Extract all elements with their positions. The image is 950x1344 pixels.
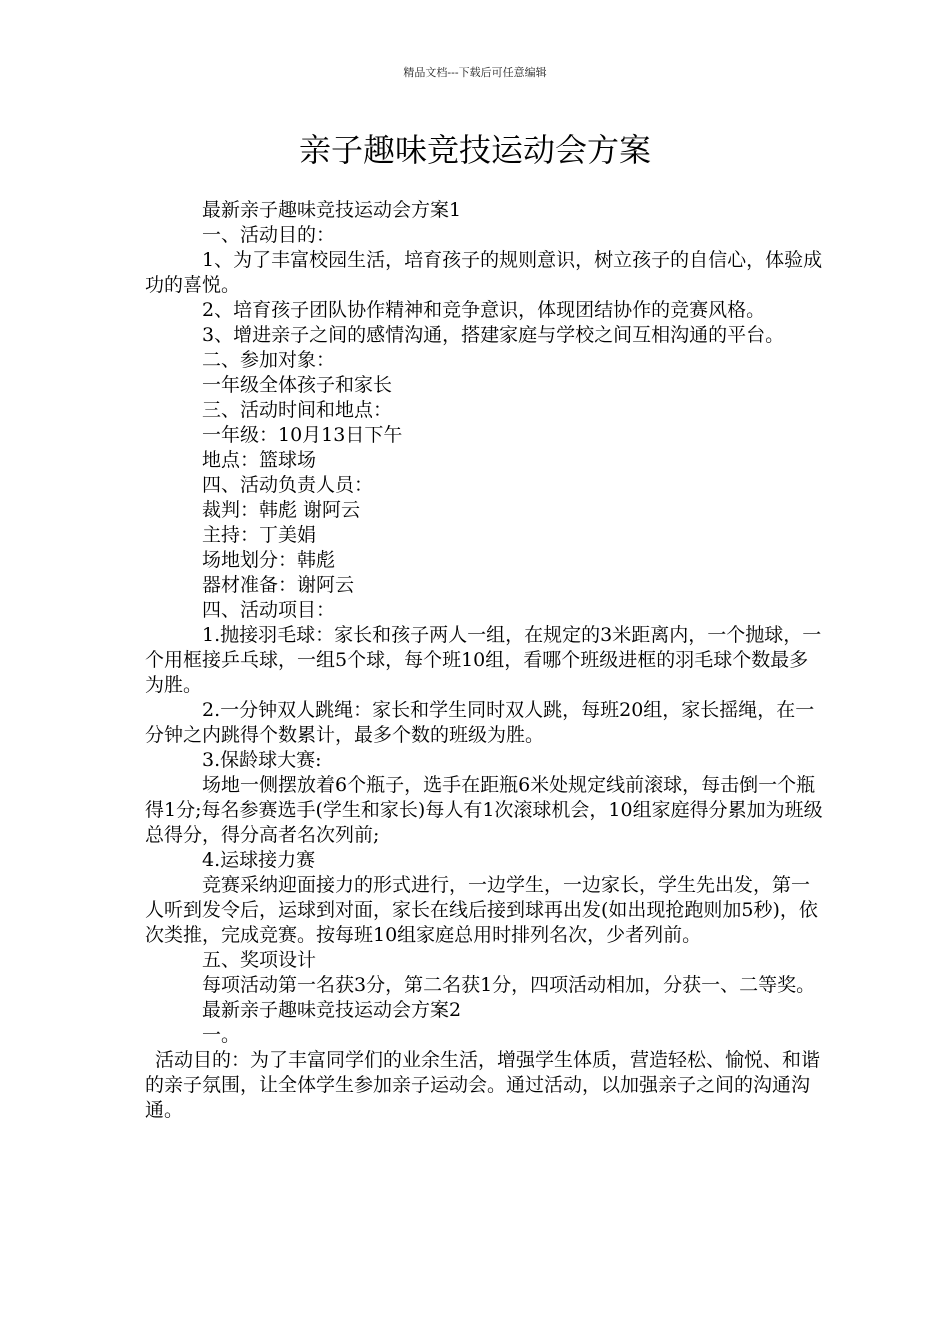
paragraph: 2.一分钟双人跳绳：家长和学生同时双人跳，每班20组，家长摇绳，在一分钟之内跳得个数累计，最多个数的班级为胜。 [145, 699, 815, 746]
paragraph: 一年级全体孩子和家长 [202, 374, 393, 396]
paragraph: 二、参加对象： [202, 349, 336, 371]
paragraph: 主持：丁美娟 [202, 524, 317, 546]
paragraph: 三、活动时间和地点： [202, 399, 393, 421]
paragraph: 最新亲子趣味竞技运动会方案2 [202, 999, 462, 1021]
paragraph: 每项活动第一名获3分，第二名获1分，四项活动相加，分获一、二等奖。 [202, 974, 816, 996]
paragraph: 1.抛接羽毛球：家长和孩子两人一组，在规定的3米距离内，一个抛球，一个用框接乒乓球，一组5个球，每个班10组，看哪个班级进框的羽毛球个数最多为胜。 [145, 624, 822, 696]
paragraph: 裁判：韩彪 谢阿云 [202, 499, 361, 521]
header-note: 精品文档---下载后可任意编辑 [403, 66, 547, 79]
paragraph: 3.保龄球大赛: [202, 749, 322, 771]
paragraph: 活动目的：为了丰富同学们的业余生活，增强学生体质，营造轻松、愉悦、和谐的亲子氛围，让全体学生参加亲子运动会。通过活动，以加强亲子之间的沟通沟通。 [145, 1049, 821, 1121]
paragraph: 竞赛采纳迎面接力的形式进行，一边学生，一边家长，学生先出发，第一人听到发令后，运球到对面，家长在线后接到球再出发(如出现抢跑则加5秒)，依次类推，完成竞赛。按每班10组家庭总用时排列名次，少者列前。 [145, 874, 818, 946]
paragraph: 地点：篮球场 [202, 449, 317, 471]
paragraph: 四、活动项目： [202, 599, 336, 621]
paragraph: 场地一侧摆放着6个瓶子，选手在距瓶6米处规定线前滚球，每击倒一个瓶得1分;每名参赛选手(学生和家长)每人有1次滚球机会，10组家庭得分累加为班级总得分，得分高者名次列前; [145, 774, 823, 846]
paragraph: 一。 [202, 1024, 241, 1046]
paragraph: 器材准备：谢阿云 [202, 574, 355, 596]
paragraph: 4.运球接力赛 [202, 849, 316, 871]
paragraph: 一年级：10月13日下午 [202, 424, 403, 446]
document-body [145, 198, 825, 1123]
paragraph: 五、奖项设计 [202, 949, 317, 971]
paragraph: 一、活动目的： [202, 224, 336, 246]
paragraph: 最新亲子趣味竞技运动会方案1 [202, 199, 462, 221]
paragraph: 四、活动负责人员： [202, 474, 374, 496]
document-title: 亲子趣味竞技运动会方案 [298, 131, 651, 169]
paragraph: 2、培育孩子团队协作精神和竞争意识，体现团结协作的竞赛风格。 [202, 299, 766, 321]
paragraph: 3、增进亲子之间的感情沟通，搭建家庭与学校之间互相沟通的平台。 [202, 324, 785, 346]
paragraph: 场地划分：韩彪 [202, 549, 336, 571]
paragraph: 1、为了丰富校园生活，培育孩子的规则意识，树立孩子的自信心，体验成功的喜悦。 [145, 249, 823, 296]
